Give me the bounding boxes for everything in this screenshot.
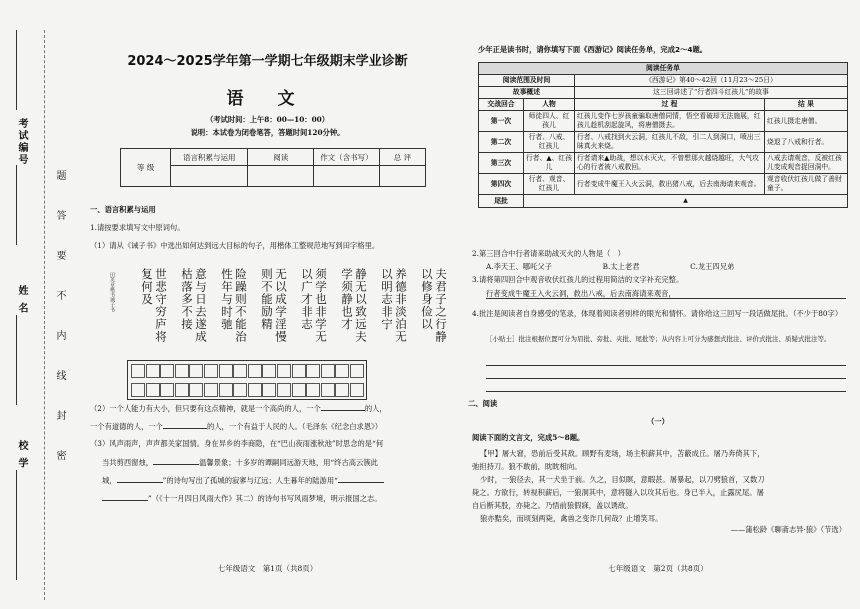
calligraphy-column: 无以成学淫慢则不能励精: [260, 268, 288, 343]
grid-cell[interactable]: [350, 383, 364, 397]
name-line: [16, 315, 17, 405]
passage-line: 毙之。方欲行，转视积薪后，一狼洞其中，意将隧入以攻其后也。身已半入，止露尻尾。屠: [472, 488, 764, 497]
q3-prefix: 行者变成牛魔王入火云洞，救出八戒，后去南海请来观音，: [486, 289, 676, 298]
answer-line[interactable]: [486, 298, 846, 299]
seal-char: 线: [54, 370, 65, 382]
page-1-footer: 七年级语文 第1页（共8页）: [217, 564, 318, 573]
grid-cell[interactable]: [306, 383, 320, 397]
seal-char: 不: [54, 290, 65, 302]
school-line: [16, 470, 17, 580]
q1-2-text-c: 一个有道德的人，一个: [90, 422, 163, 431]
calligraphy-seal: 田英章楷书诫子书: [109, 272, 115, 312]
grid-cell[interactable]: [321, 383, 335, 397]
grid-cell[interactable]: [321, 364, 335, 378]
grid-cell[interactable]: [219, 383, 233, 397]
final-comment-cell[interactable]: [524, 195, 848, 208]
task-cell-people: 行者、▲、红孩儿: [524, 153, 575, 174]
col-header-result: 结 果: [765, 99, 848, 111]
seal-line: [44, 30, 45, 600]
task-row: [479, 111, 848, 132]
answer-blank[interactable]: [163, 420, 207, 429]
grid-cell[interactable]: [146, 364, 160, 378]
page-2: [458, 0, 858, 609]
calligraphy-column: 险躁则不能治性年与时驰: [220, 268, 248, 343]
seal-char: 题: [54, 170, 65, 182]
seal-char: 要: [54, 250, 65, 262]
answer-blank[interactable]: [153, 456, 199, 465]
question-2-options: [486, 261, 816, 272]
score-cell[interactable]: [379, 166, 425, 187]
task-cell-round: 第一次: [479, 111, 524, 132]
task-cell-round: 第二次: [479, 132, 524, 153]
task-table-title: 阅读任务单: [479, 63, 848, 75]
grid-cell[interactable]: [204, 364, 218, 378]
name-label: 姓 名: [16, 285, 27, 315]
question-1-3-line-1: （3）风声雨声，声声都关家国情。身在异乡的李商隐，在“巴山夜雨涨秋池”时思念的是“何: [90, 439, 384, 448]
page-1: [80, 0, 455, 609]
passage-line: 自后断其股，亦毙之。乃悟前狼假寐，盖以诱敌。: [472, 501, 633, 510]
q1-2-text-a: （2）一个人能力有大小，但只要有这点精神，就是一个高尚的人，一个: [90, 404, 321, 413]
task-cell-process: 行者变成牛魔王入火云洞，救出猪八戒，后去南海请来观音。: [575, 174, 765, 195]
answer-blank[interactable]: [117, 474, 163, 483]
binding-margin: [0, 0, 78, 609]
q1-3-text-c: 城，: [102, 476, 117, 485]
col-header-round: 交战回合: [479, 99, 524, 111]
blank-marker: ▲: [683, 197, 688, 205]
task-row: [479, 132, 848, 153]
tianzige-grid[interactable]: [127, 360, 367, 400]
summary-label: 故事概述: [479, 87, 575, 99]
question-3: 3.请将第四回合中观音收伏红孩儿的过程用简洁的文字补充完整。: [472, 275, 684, 284]
task-cell-result: 红孩儿摄走唐僧。: [765, 111, 848, 132]
task-cell-result: 烧退了八戒和行者。: [765, 132, 848, 153]
grid-cell[interactable]: [175, 383, 189, 397]
answer-blank[interactable]: [102, 492, 148, 501]
grid-cell[interactable]: [277, 364, 291, 378]
grid-cell[interactable]: [146, 383, 160, 397]
reading-task-table: [478, 62, 848, 208]
calligraphy-column: 世悲守穷庐将复何及: [140, 268, 168, 343]
passage-line: 狼亦黠矣，而顷刻两毙，禽兽之变诈几何哉？止增笑耳。: [480, 514, 663, 523]
answer-line[interactable]: [486, 391, 846, 392]
grid-cell[interactable]: [204, 383, 218, 397]
q1-3-text-d: ”的诗句写出了孤城的寂寥与辽远；人生暮年的陆游用“: [162, 476, 338, 485]
question-2: 2.第三回合中行者请来助战灭火的人物是（ ）: [472, 249, 625, 258]
option-c[interactable]: C.龙王四兄弟: [690, 262, 735, 271]
grid-cell[interactable]: [219, 364, 233, 378]
score-header-language: 语言积累与运用: [171, 149, 248, 166]
grid-cell[interactable]: [292, 383, 306, 397]
passage-line: 【甲】屠大窘，恐前后受其敌。顾野有麦场，场主积薪其中，苫蔽成丘。屠乃奔倚其下，: [480, 449, 765, 458]
grid-cell[interactable]: [233, 364, 247, 378]
task-cell-process: 红孩儿变作七岁孩童骗取唐僧同情，悟空看破却无法施展，红孩儿趁机刮起旋风，将唐僧摄去。: [575, 111, 765, 132]
grid-cell[interactable]: [175, 364, 189, 378]
score-table: [120, 148, 426, 187]
exam-note: 说明：本试卷为闭卷笔答，答题时间120分钟。: [190, 128, 345, 137]
question-1-2-line-2: [90, 420, 382, 432]
final-comment-label: 尾批: [479, 195, 524, 208]
subject-title: 语 文: [226, 89, 309, 109]
grid-cell[interactable]: [277, 383, 291, 397]
reading-scope-label: 阅读范围及时间: [479, 75, 575, 87]
seal-char: 封: [54, 410, 65, 422]
exam-title: 2024～2025学年第一学期七年级期末学业诊断: [127, 54, 408, 69]
q1-3-text-b: 温馨景象；十多岁的谭嗣同远游天地，用“终古高云簇此: [199, 458, 378, 467]
task-cell-people: 师徒四人、红孩儿: [524, 111, 575, 132]
grid-cell[interactable]: [160, 383, 174, 397]
tip-note: ［小贴士］批注根据位置可分为眉批、旁批、夹批、尾批等；从内容上可分为感想式批注、评价式批注、质疑式批注等。: [486, 335, 831, 343]
grid-cell[interactable]: [306, 364, 320, 378]
calligraphy-column: 夫君子之行静以修身俭以: [420, 268, 448, 343]
summary-value: 这三回讲述了“行者四斗红孩儿”的故事: [575, 87, 848, 99]
q1-3-text-e: ”（《十一月四日风雨大作》其二）的诗句书写风雨梦境，明示报国之志。: [148, 494, 382, 503]
grid-row: [128, 361, 366, 380]
answer-blank[interactable]: [321, 402, 365, 411]
grid-cell[interactable]: [350, 364, 364, 378]
part-one-heading: （一）: [647, 417, 669, 426]
q1-3-text-a: 当共剪西窗烛，: [102, 458, 154, 467]
col-header-process: 过 程: [575, 99, 765, 111]
task-cell-result: 八戒去请观音，反被红孩儿变成观音捉回洞中。: [765, 153, 848, 174]
q1-2-text-b: 的人，: [364, 404, 387, 413]
task-cell-result: 观音收伏红孩儿做了善财童子。: [765, 174, 848, 195]
grid-cell[interactable]: [262, 383, 276, 397]
reading-task-intro: 少年正是读书时，请你填写下面《西游记》阅读任务单，完成2～4题。: [478, 45, 708, 54]
calligraphy-column: 须学也非学无以广才非志: [300, 268, 328, 343]
grade-label: 等 级: [121, 149, 171, 187]
passage-line: 少时，一狼径去，其一犬坐于前。久之，目似瞑，意暇甚。屠暴起，以刀劈狼首，又数刀: [480, 475, 765, 484]
grid-cell[interactable]: [248, 383, 262, 397]
score-header-writing: 作文（含书写）: [314, 149, 380, 166]
score-cell[interactable]: [171, 166, 248, 187]
seal-char: 内: [54, 330, 65, 342]
grid-cell[interactable]: [262, 364, 276, 378]
school-label: 校 学: [16, 440, 27, 470]
passage-source: ——蒲松龄《聊斋志异·狼》（节选）: [730, 525, 846, 534]
col-header-people: 人物: [524, 99, 575, 111]
calligraphy-column: 意与日去遂成枯落多不接: [180, 268, 208, 343]
option-b[interactable]: B.太上老君: [602, 262, 640, 271]
grid-cell[interactable]: [248, 364, 262, 378]
grid-cell[interactable]: [335, 383, 349, 397]
question-1-1: （1）请从《诫子书》中选出如何达到远大目标的句子，用楷体工整规范地写到田字格里。: [90, 241, 380, 250]
question-4: 4.批注是阅读者自身感受的笔录，体现着阅读者别样的眼光和情怀。请你给这三回写一段话做尾批。（不少于80字）: [472, 309, 843, 318]
task-cell-round: 第三次: [479, 153, 524, 174]
exam-time: （考试时间：上午8：00—10：00）: [205, 115, 330, 124]
question-1: 1.请按要求填写文中原词句。: [90, 223, 185, 232]
grid-cell[interactable]: [131, 383, 145, 397]
exam-number-line-2: [16, 165, 17, 245]
task-cell-round: 第四次: [479, 174, 524, 195]
answer-line[interactable]: [486, 378, 846, 379]
grid-cell[interactable]: [233, 383, 247, 397]
exam-number-label: 考试编号: [16, 118, 27, 166]
answer-line[interactable]: [486, 365, 846, 366]
section-1-heading: 一、语言积累与运用: [90, 205, 156, 214]
grid-cell[interactable]: [292, 364, 306, 378]
task-cell-people: 行者、观音、红孩儿: [524, 174, 575, 195]
section-2-heading: 二、阅读: [468, 399, 498, 408]
task-row: [479, 174, 848, 195]
q1-2-source: （毛泽东《纪念白求恩》）: [301, 422, 383, 431]
task-cell-people: 行者、八戒、红孩儿: [524, 132, 575, 153]
task-cell-process: 行者、八戒找到火云洞，红孩儿不敌，引二人到洞口，喷出三昧真火来烧。: [575, 132, 765, 153]
calligraphy-sample: [90, 262, 448, 350]
grid-cell[interactable]: [189, 364, 203, 378]
answer-blank[interactable]: [338, 474, 384, 483]
calligraphy-column: 静无以致远夫学须静也才: [340, 268, 368, 343]
reading-scope-value: 《西游记》第40～42回（11月23～25日）: [575, 75, 848, 87]
grid-cell[interactable]: [160, 364, 174, 378]
page-2-footer: 七年级语文 第2页（共8页）: [608, 564, 708, 573]
question-1-3-line-2: [102, 456, 378, 468]
passage-intro: 阅读下面的文言文，完成5～8题。: [472, 433, 585, 442]
question-1-3-line-3: [102, 474, 384, 486]
score-header-total: 总 评: [379, 149, 425, 166]
calligraphy-column: 养德非淡泊无以明志非宁: [380, 268, 408, 343]
score-cell[interactable]: [248, 166, 314, 187]
grid-cell[interactable]: [189, 383, 203, 397]
passage-line: 弛担持刀。狼不敢前，眈眈相向。: [472, 462, 582, 471]
grid-cell[interactable]: [131, 364, 145, 378]
grid-row: [128, 380, 366, 399]
score-cell[interactable]: [314, 166, 380, 187]
task-row: [479, 153, 848, 174]
seal-char: 答: [54, 210, 65, 222]
grid-cell[interactable]: [335, 364, 349, 378]
exam-number-line: [16, 30, 17, 110]
q1-2-text-d: 的人，一个有益于人民的人。: [206, 422, 302, 431]
seal-char: 密: [54, 450, 65, 462]
score-header-reading: 阅读: [248, 149, 314, 166]
question-1-2-line-1: [90, 402, 387, 414]
question-1-3-line-4: [102, 492, 382, 504]
option-a[interactable]: A.李天王、哪吒父子: [486, 262, 552, 271]
task-cell-process: 行者请来▲助战，想以水灭火，不曾想那火越烧越旺，大气攻心的行者被八戒救回。: [575, 153, 765, 174]
